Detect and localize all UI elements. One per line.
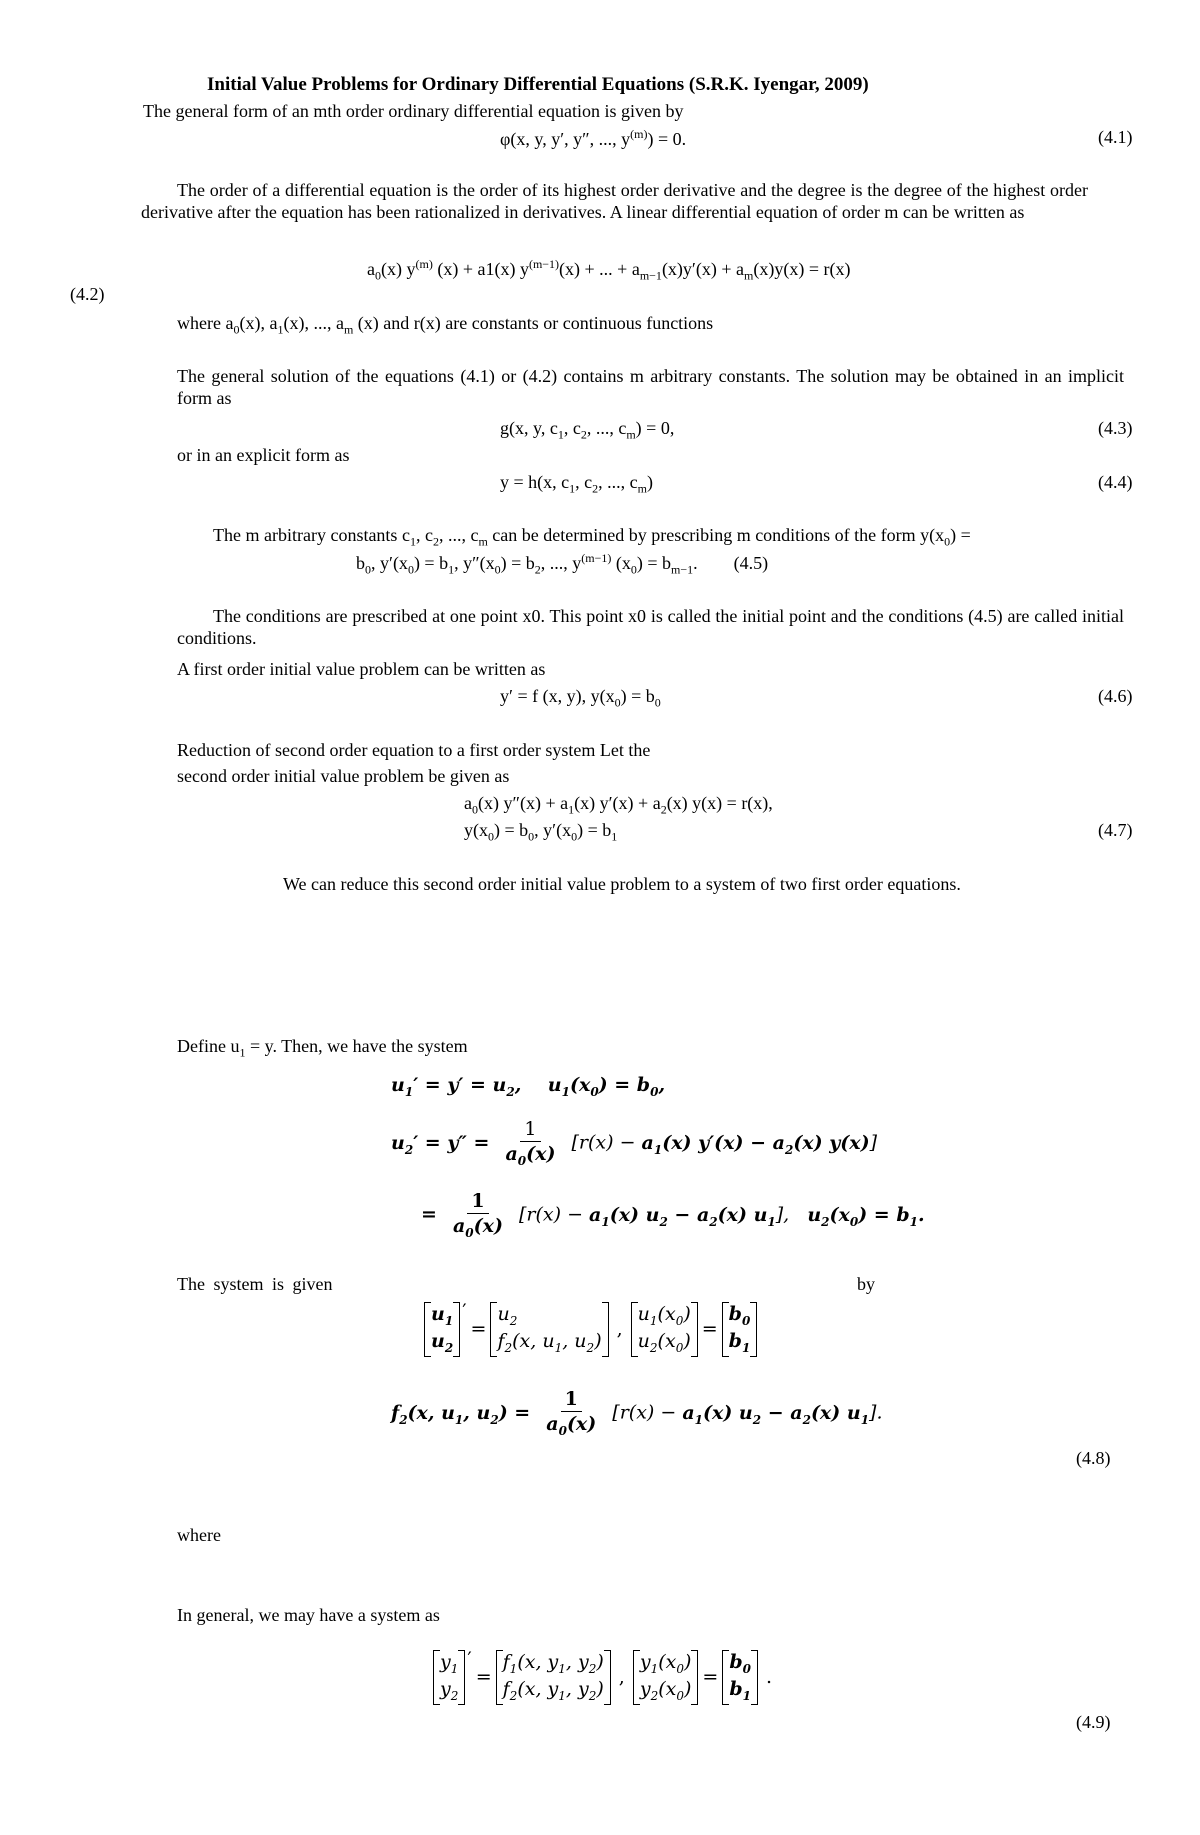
explicit-paragraph: or in an explicit form as	[177, 445, 350, 465]
reduction-paragraph-line2: second order initial value problem be given as	[177, 766, 510, 786]
where-text: where	[177, 1525, 221, 1545]
system-equation-1: $u_1' = y' = u_2$, $u_1(x_0) = b_0$,	[391, 1074, 666, 1099]
system-equation-2: $u_2' = y''$ = $\frac{1}{a_0(x)}$ [$r(x) - a_1(x) y'(x) - a_2(x)$ y(x)]	[391, 1118, 878, 1168]
conditions-paragraph: The conditions are prescribed at one point x0. This point x0 is called the initial point and the conditions (4.5) are called initial conditions.	[177, 606, 1124, 648]
vector-y-x0: $y_1(x_0)$ $y_2(x_0)$	[633, 1650, 699, 1705]
initial-conditions-line: $b_0$, $y'(x_0) = b_1$, $y''(x_0) = b_2$, ..., $y^{(m-1)}$ $(x_0) = b_{m-1}$. (4.5)	[356, 551, 769, 577]
equation-number: (4.2)	[70, 284, 105, 304]
order-paragraph: The order of a differential equation is the order of its highest order derivative and the degree is the degree of the highest order derivative after the equation has been rationalized in derivatives. A linear differential equation of order m can be written as	[141, 180, 1088, 222]
define-paragraph: Define $u_1 = y$. Then, we have the system	[177, 1036, 468, 1060]
vector-b: $b_0$ $b_1$	[722, 1302, 758, 1357]
first-order-paragraph: A first order initial value problem can be written as	[177, 659, 546, 679]
equation-number: (4.4)	[1098, 472, 1133, 492]
vector-b-general: $b_0$ $b_1$	[722, 1650, 758, 1705]
equation-4-1: φ(x, y, y′, y″, ..., $y^{(m)}) = 0$.	[500, 127, 687, 149]
equation-4-3: g(x, y, $c_1$, $c_2$, ..., $c_m) = 0$,	[500, 418, 675, 442]
equation-4-6: y′ = f (x, y), $y(x_0) = b_0$	[500, 686, 661, 710]
equation-number: (4.1)	[1098, 127, 1133, 147]
reduce-paragraph: We can reduce this second order initial value problem to a system of two first order equations.	[283, 874, 961, 894]
equation-number: (4.8)	[1076, 1448, 1111, 1468]
vector-u: $u_1$ $u_2$	[424, 1302, 460, 1357]
constants-paragraph: The m arbitrary constants $c_1$, $c_2$, ..., $c_m$ can be determined by prescribing m conditions of the form $y(x_0)$ =	[213, 525, 971, 549]
vector-y: $y_1$ $y_2$	[433, 1650, 465, 1705]
vector-f: $u_2$ $f_2(x$, $u_1$, $u_2$)	[490, 1302, 608, 1357]
matrix-system-4-8: $u_1$ $u_2$ ′ = $u_2$ $f_2(x$, $u_1$, $u_2$) , $u_1(x_0)$ $u_2(x_0)$ = $b_0$ $b_1$	[424, 1302, 757, 1357]
equation-4-4: y = h(x, $c_1$, $c_2$, ..., $c_m$)	[500, 472, 653, 496]
system-given-text: The system is given	[177, 1274, 333, 1294]
general-solution-paragraph: The general solution of the equations (4.1) or (4.2) contains m arbitrary constants. The solution may be obtained in an implicit form as	[177, 366, 1124, 408]
equation-4-7-line2: $y(x_0) = b_0$, $y'(x_0) = b_1$	[464, 820, 618, 844]
matrix-system-4-9: $y_1$ $y_2$ ′ = $f_1(x$, $y_1$, $y_2$) $f_2(x$, $y_1$, $y_2$) , $y_1(x_0)$ $y_2(x_0)$ = $b_0$ $b_1$ .	[433, 1650, 772, 1705]
equation-number: (4.7)	[1098, 820, 1133, 840]
equation-number: (4.3)	[1098, 418, 1133, 438]
system-equation-3: = $\frac{1}{a_0(x)}$ [$r(x) - a_1(x) u_2 - a_2(x)$ $u_1$], $u_2(x_0) = b_1$.	[421, 1190, 925, 1240]
vector-f-general: $f_1(x$, $y_1$, $y_2$) $f_2(x$, $y_1$, $y_2$)	[496, 1650, 611, 1705]
document-title: Initial Value Problems for Ordinary Differential Equations (S.R.K. Iyengar, 2009)	[207, 74, 869, 95]
equation-number: (4.6)	[1098, 686, 1133, 706]
by-text: by	[857, 1274, 875, 1294]
equation-4-7-line1: $a_0(x) y''(x) + a_1(x) y'(x) + a_2(x) y(x) = r(x)$,	[464, 793, 773, 817]
reduction-paragraph-line1: Reduction of second order equation to a first order system Let the	[177, 740, 651, 760]
equation-number: (4.9)	[1076, 1712, 1111, 1732]
in-general-paragraph: In general, we may have a system as	[177, 1605, 440, 1625]
vector-u-x0: $u_1(x_0)$ $u_2(x_0)$	[631, 1302, 698, 1357]
intro-paragraph: The general form of an mth order ordinary differential equation is given by	[143, 101, 684, 121]
where-paragraph: where $a_0(x)$, $a_1(x)$, ..., $a_m$ (x) and r(x) are constants or continuous functions	[177, 313, 714, 337]
f2-definition: $f_2(x$, $u_1$, $u_2$) = $\frac{1}{a_0(x)}$ [$r(x) - a_1(x) u_2 - a_2(x)$ $u_1$].	[391, 1388, 883, 1438]
equation-4-2: $a_0(x)$ $y^{(m)}$ (x) + a1(x) $y^{(m-1)}(x)$ + ... + $a_{m-1}(x)y'(x) + a_m(x)y(x) = r(x)$	[367, 257, 851, 283]
